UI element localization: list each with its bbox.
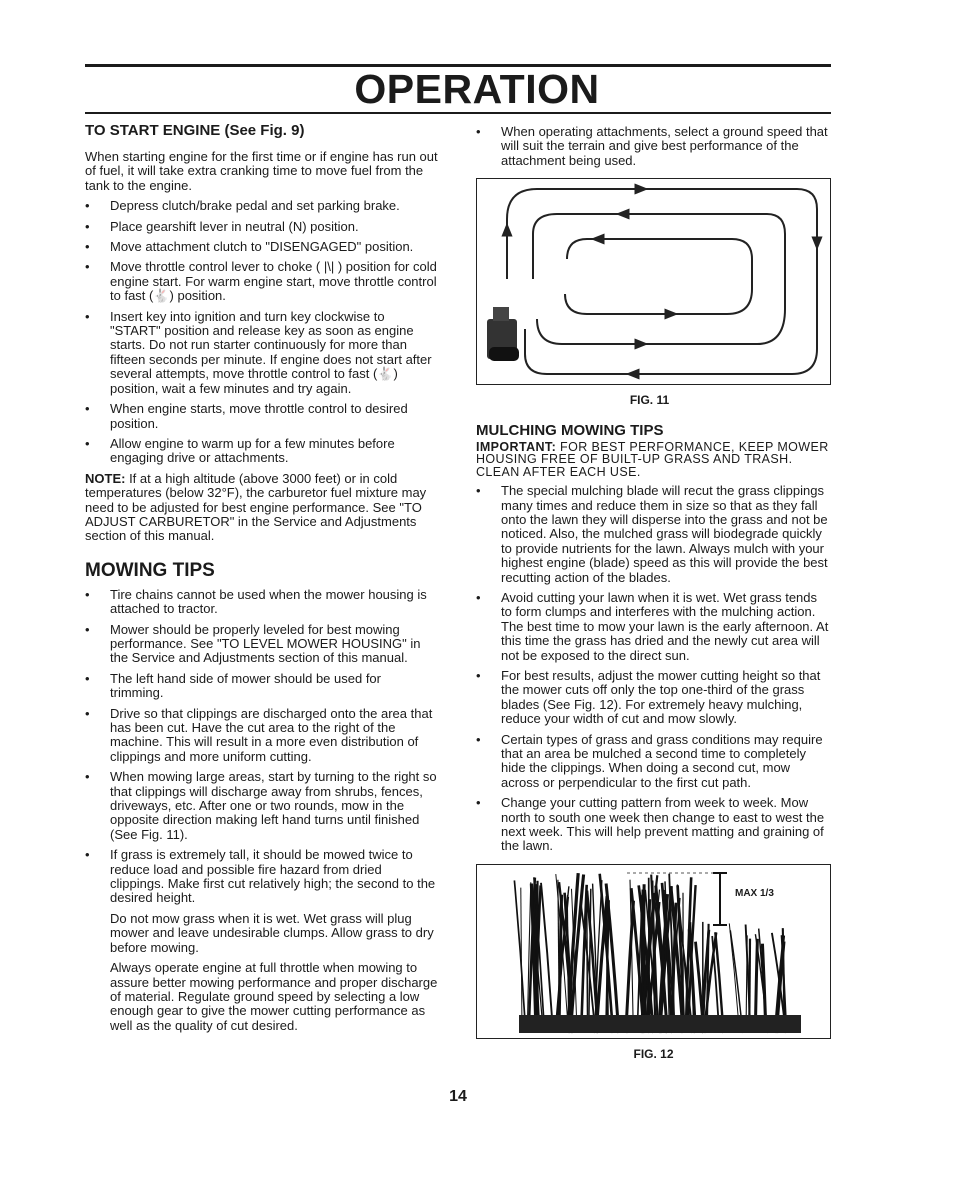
right-column: [476, 125, 831, 1061]
mowing-tips-list: [85, 588, 438, 906]
mowing-pattern-figure: [476, 178, 831, 385]
start-engine-step: • Insert key into ignition and turn key clockwise to "START" position and release key as soon as engine starts. Do not run starter continuously for more than fifteen seconds per minute. If engine does not start after several attempts, move throttle control to fast (🐇) position, wait a few minutes and try again.: [85, 310, 438, 396]
important-label: IMPORTANT:: [476, 439, 557, 454]
inner-pass: [565, 239, 752, 314]
mulching-tip: • Change your cutting pattern from week to week. Mow north to south one week then change to east to west the next week. This will help prevent matting and graining of the lawn.: [476, 796, 831, 854]
mowing-tip: • Drive so that clippings are discharged onto the area that has been cut. Have the cut area to the right of the machine. This will result in a more even distribution of clippings and more uniform cutting.: [85, 707, 438, 765]
start-engine-intro: When starting engine for the first time or if engine has run out of fuel, it will take extra cranking time to move fuel from the tank to the engine.: [85, 149, 438, 193]
mowing-pattern-diagram: [477, 179, 832, 386]
attachments-tip: • When operating attachments, select a ground speed that will suit the terrain and give best performance of the attachment being used.: [476, 125, 831, 168]
start-engine-step: • When engine starts, move throttle control to desired position.: [85, 402, 438, 431]
fig12-caption: FIG. 12: [633, 1046, 674, 1061]
mulching-tip: • Avoid cutting your lawn when it is wet. Wet grass tends to form clumps and interferes with the mulching action. The best time to mow your lawn is the early afternoon. At this time the grass has dried and the newly cut area will not be exposed to the direct sun.: [476, 591, 831, 663]
mowing-tip: • Mower should be properly leveled for best mowing performance. See "TO LEVEL MOWER HOUSING" in the Service and Adjustments section of this manual.: [85, 623, 438, 666]
middle-pass: [533, 214, 785, 344]
note-text: If at a high altitude (above 3000 feet) or in cold temperatures (below 32°F), the carburetor fuel mixture may need to be adjusted for best engine performance. See "TO ADJUST CARBURETOR" in the Service and Adjustments section of this manual.: [85, 470, 427, 544]
mowing-tips-heading: MOWING TIPS: [85, 559, 215, 581]
mulching-heading: MULCHING MOWING TIPS: [476, 421, 664, 439]
fig11-caption: FIG. 11: [629, 393, 670, 408]
start-engine-list: [85, 199, 438, 466]
mowing-tip: • Tire chains cannot be used when the mower housing is attached to tractor.: [85, 588, 438, 617]
start-engine-step: • Depress clutch/brake pedal and set parking brake.: [85, 199, 438, 213]
note-label: NOTE:: [85, 470, 126, 486]
wet-grass-paragraph: Do not mow grass when it is wet. Wet grass will plug mower and leave undesirable clumps. Allow grass to dry before mowing.: [110, 910, 434, 955]
mulching-tip: • The special mulching blade will recut the grass clippings many times and reduce them in size so that as they fall onto the lawn they will disperse into the grass and not be noticed. Also, the mulched grass will biodegrade quickly to provide nutrients for the lawn. Always mulch with your highest engine (blade) speed as this will provide the best recutting action of the blades.: [476, 484, 831, 585]
start-engine-step: • Move attachment clutch to "DISENGAGED" position.: [85, 240, 438, 254]
important-notice: [476, 441, 831, 479]
start-engine-step: • Place gearshift lever in neutral (N) position.: [85, 220, 438, 234]
grass-cut-figure: [476, 864, 831, 1039]
start-engine-step: • Allow engine to warm up for a few minutes before engaging drive or attachments.: [85, 437, 438, 466]
page-number: 14: [449, 1088, 467, 1105]
mowing-tip: • The left hand side of mower should be used for trimming.: [85, 672, 438, 701]
start-engine-step: • Move throttle control lever to choke ( |\| ) position for cold engine start. For warm engine start, move throttle control to fast (🐇) position.: [85, 260, 438, 303]
outer-pass-top: [507, 189, 817, 279]
mulching-tip: • Certain types of grass and grass conditions may require that an area be mulched a second time to completely hide the clippings. When doing a second cut, mow across or perpendicular to the first cut path.: [476, 733, 831, 791]
tractor-icon: [487, 307, 519, 361]
important-text: FOR BEST PERFORMANCE, KEEP MOWER HOUSING FREE OF BUILT-UP GRASS AND TRASH. CLEAN AFTER EACH USE.: [476, 439, 829, 479]
max-cut-label: MAX 1/3: [735, 887, 774, 899]
left-column: [85, 122, 438, 1039]
mowing-tip: • If grass is extremely tall, it should be mowed twice to reduce load and possible fire hazard from dried clippings. Make first cut relatively high; the second to the desired height.: [85, 848, 438, 906]
altitude-note: [85, 472, 438, 544]
start-engine-heading: TO START ENGINE (See Fig. 9): [85, 122, 305, 139]
mulching-list: [476, 484, 831, 854]
attachments-list: [476, 125, 831, 168]
mulching-tip: • For best results, adjust the mower cutting height so that the mower cuts off only the top one-third of the grass blades (See Fig. 12). For extremely heavy mulching, reduce your width of cut and mow slowly.: [476, 669, 831, 727]
mowing-tip: • When mowing large areas, start by turning to the right so that clippings will discharge away from shrubs, fences, driveways, etc. After one or two rounds, mow in the opposite direction making left hand turns until finished (See Fig. 11).: [85, 770, 438, 842]
grass-illustration: [477, 865, 832, 1040]
full-throttle-paragraph: Always operate engine at full throttle when mowing to assure better mowing performance and proper discharge of material. Regulate ground speed by selecting a low enough gear to give the mower cutting performance as well as the quality of cut desired.: [110, 960, 438, 1033]
page-title: OPERATION: [354, 66, 600, 112]
title-rule-bottom: [85, 112, 831, 114]
